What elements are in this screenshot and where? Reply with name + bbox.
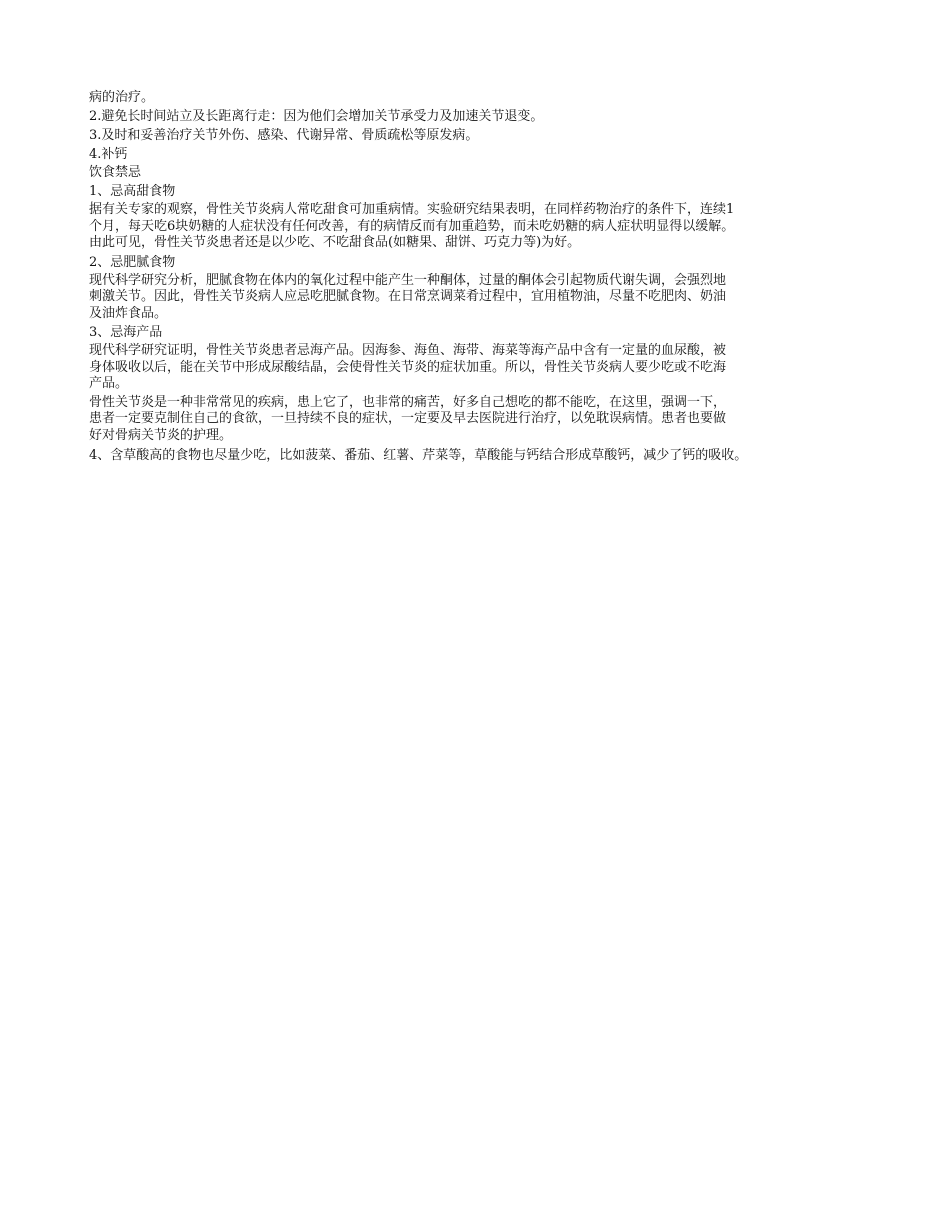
paragraph [89,395,879,445]
text-line: 患者一定要克制住自己的食欲，一旦持续不良的症状，一定要及早去医院进行治疗，以免耽误病情。患者也要做 [89,411,727,426]
text-line: 好对骨病关节炎的护理。 [89,427,233,443]
paragraph [89,273,879,323]
text-line: 4.补钙 [89,147,128,162]
text-line: 产品。 [89,376,129,391]
text-line: 骨性关节炎是一种非常常见的疾病，患上它了，也非常的痛苦，好多自己想吃的都不能吃，在这里，强调一下， [89,394,727,410]
paragraph [89,202,879,252]
text-line: 及油炸食品。 [89,305,168,321]
text-line: 个月，每天吃6块奶糖的人症状没有任何改善，有的病情反而有加重趋势，而未吃奶糖的病人症状明显得以缓解。 [89,218,735,234]
text-line-oxalic-acid: 4、含草酸高的食物也尽量少吃，比如菠菜、番茄、红薯、芹菜等，草酸能与钙结合形成草酸钙，减少了钙的吸收。 [89,448,748,463]
text-line: 据有关专家的观察，骨性关节炎病人常吃甜食可加重病情。实验研究结果表明，在同样药物治疗的条件下，连续1 [89,202,735,217]
section-heading-sweet-foods: 1、忌高甜食物 [89,184,176,199]
section-heading-greasy-foods: 2、忌肥腻食物 [89,254,176,270]
text-line: 刺激关节。因此，骨性关节炎病人应忌吃肥腻食物。在日常烹调菜肴过程中，宜用植物油，尽量不吃肥肉、奶油 [89,289,727,304]
text-line: 现代科学研究证明，骨性关节炎患者忌海产品。因海参、海鱼、海带、海菜等海产品中含有一定量的血尿酸，被 [89,343,727,358]
text-line: 由此可见，骨性关节炎患者还是以少吃、不吃甜食品(如糖果、甜饼、巧克力等)为好。 [89,235,581,250]
text-line: 2.避免长时间站立及长距离行走：因为他们会增加关节承受力及加速关节退变。 [89,109,544,124]
section-heading-seafood: 3、忌海产品 [89,325,163,340]
document-body [89,88,879,465]
paragraph [89,343,879,393]
text-line: 病的治疗。 [89,90,155,105]
section-title-diet-taboos: 饮食禁忌 [89,165,142,180]
text-line: 身体吸收以后，能在关节中形成尿酸结晶，会使骨性关节炎的症状加重。所以，骨性关节炎病人要少吃或不吃海 [89,359,727,375]
text-line: 3.及时和妥善治疗关节外伤、感染、代谢异常、骨质疏松等原发病。 [89,128,479,143]
text-line: 现代科学研究分析，肥腻食物在体内的氧化过程中能产生一种酮体，过量的酮体会引起物质代谢失调，会强烈地 [89,272,727,288]
